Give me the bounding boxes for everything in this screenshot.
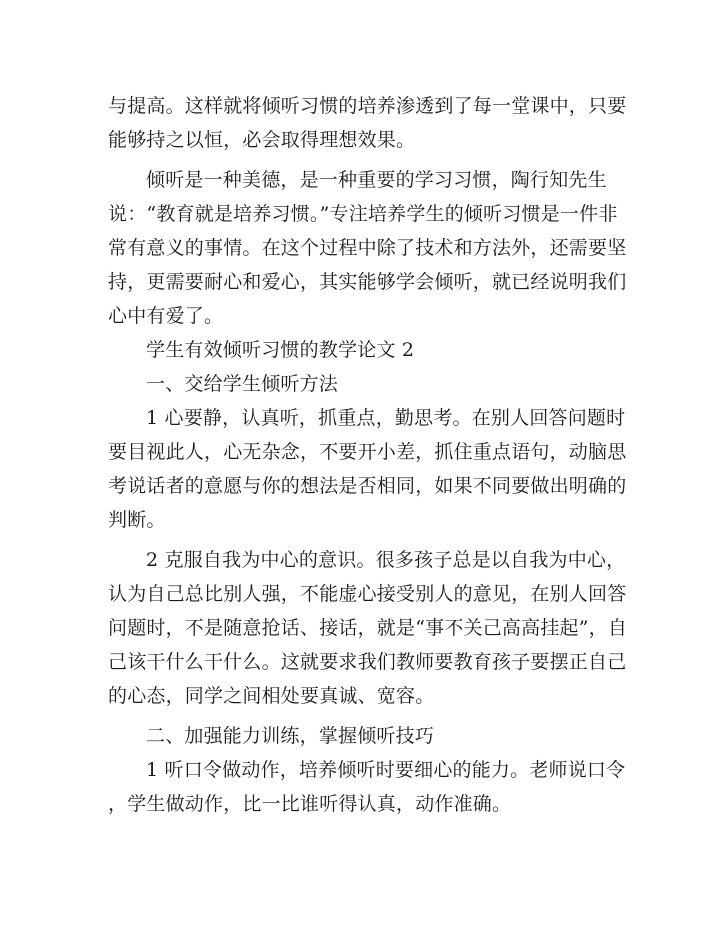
section-title: 学生有效倾听习惯的教学论文 2: [146, 339, 415, 361]
section-heading: 二、加强能力训练，掌握倾听技巧: [146, 725, 435, 747]
paragraph-line: 要目视此人，心无杂念，不要开小差，抓住重点语句，动脑思: [108, 441, 627, 463]
paragraph-line: 问题时，不是随意抢话、接话，就是“事不关己高高挂起”，自: [108, 617, 628, 639]
document-body: [108, 89, 628, 821]
paragraph-line: ，学生做动作，比一比谁听得认真，动作准确。: [108, 793, 512, 815]
paragraph-line: 倾听是一种美德，是一种重要的学习习惯，陶行知先生: [146, 169, 607, 191]
paragraph-line: 考说话者的意愿与你的想法是否相同，如果不同要做出明确的: [108, 475, 627, 497]
paragraph-line: 能够持之以恒，必会取得理想效果。: [108, 129, 416, 151]
paragraph-line: 1 心要静，认真听，抓重点，勤思考。在别人回答问题时: [146, 407, 626, 429]
paragraph-line: 与提高。这样就将倾听习惯的培养渗透到了每一堂课中，只要: [108, 95, 627, 117]
section-heading: 一、交给学生倾听方法: [146, 373, 339, 395]
paragraph-line: 1 听口令做动作，培养倾听时要细心的能力。老师说口令: [146, 759, 626, 781]
paragraph-line: 判断。: [108, 509, 166, 531]
paragraph-line: 持，更需要耐心和爱心，其实能够学会倾听，就已经说明我们: [108, 271, 627, 293]
paragraph-line: 的心态，同学之间相处要真诚、宽容。: [108, 685, 435, 707]
paragraph-line: 说：“教育就是培养习惯。”专注培养学生的倾听习惯是一件非: [108, 203, 618, 225]
paragraph-line: 心中有爱了。: [108, 305, 224, 327]
paragraph-line: 2 克服自我为中心的意识。很多孩子总是以自我为中心，: [146, 549, 626, 571]
paragraph-line: 认为自己总比别人强，不能虚心接受别人的意见，在别人回答: [108, 583, 627, 605]
paragraph-line: 己该干什么干什么。这就要求我们教师要教育孩子要摆正自己: [108, 651, 627, 673]
paragraph-line: 常有意义的事情。在这个过程中除了技术和方法外，还需要坚: [108, 237, 627, 259]
